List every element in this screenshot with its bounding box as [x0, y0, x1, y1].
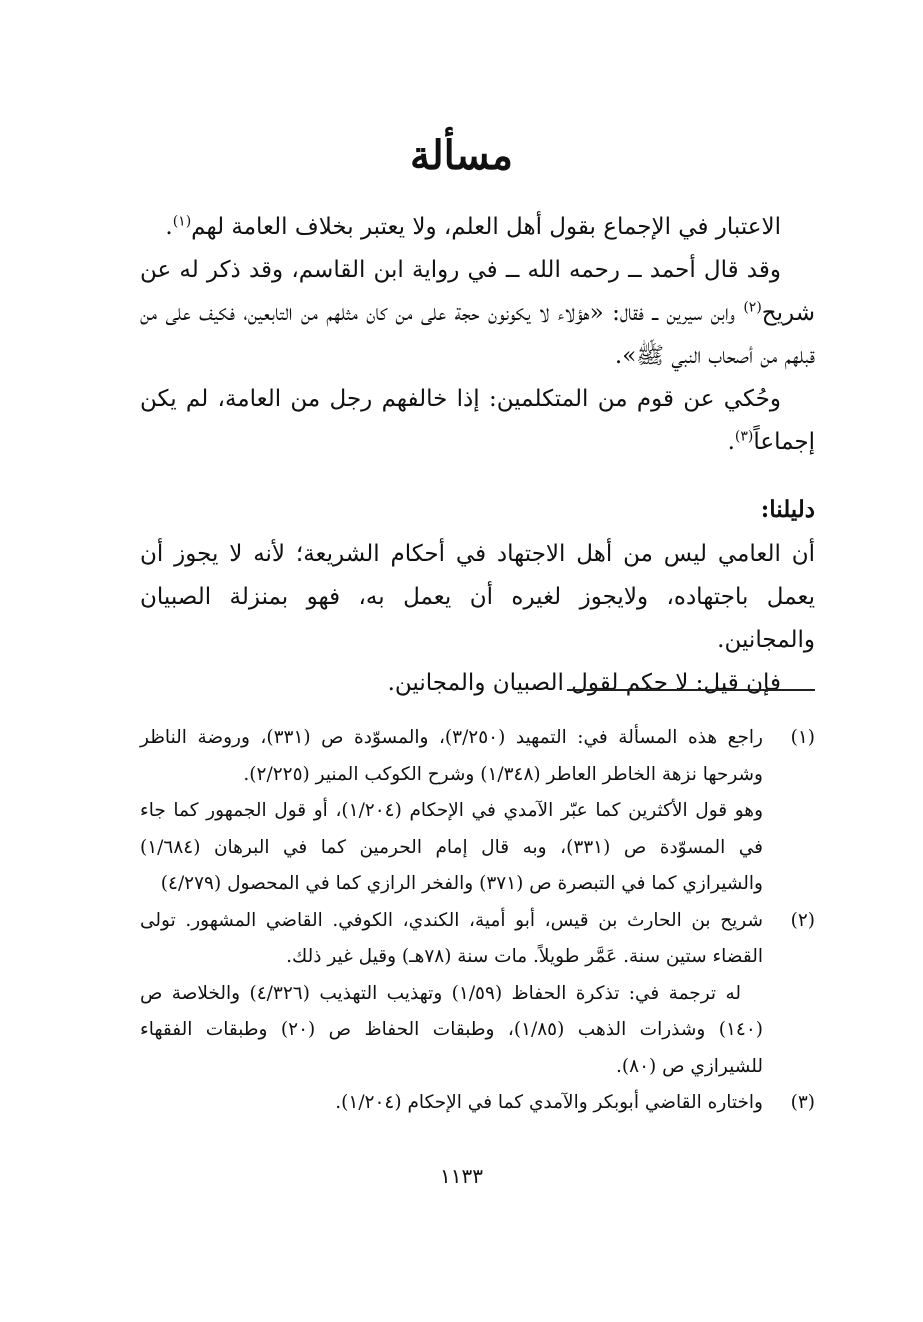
footnote-text: واختاره القاضي أبوبكر والآمدي كما في الإحكام (١/٢٠٤). — [335, 1092, 763, 1113]
footnote-3 — [140, 1085, 815, 1122]
footnote-text: له ترجمة في: تذكرة الحفاظ (١/٥٩) وتهذيب التهذيب (٤/٣٢٦) والخلاصة ص (١٤٠) وشذرات الذهب (١/٨٥)، وطبقات الحفاظ ص (٢٠) وطبقات الفقهاء للشيرازي ص (٨٠). — [140, 982, 763, 1077]
evidence-heading: دليلنا: — [760, 496, 815, 523]
page-number: ١١٣٣ — [440, 1164, 483, 1188]
footnote-number: (٣) — [790, 1092, 815, 1113]
paragraph-2: وقد قال أحمد ــ رحمه الله ــ في رواية ابن القاسم، وقد ذكر له عن شريح$^{(٢)}$ وابن سيرين ــ فقال: «هؤلاء لا يكونون حجة على من كان مثلهم من التابعين، فكيف على من قبلهم من أصحاب النبي ﷺ». — [140, 257, 815, 369]
footnote-2 — [140, 903, 815, 1086]
paragraph-4: أن العامي ليس من أهل الاجتهاد في أحكام الشريعة؛ لأنه لا يجوز أن يعمل باجتهاده، ولايجوز لغيره أن يعمل به، فهو بمنزلة الصبيان والمجانين. — [140, 541, 815, 653]
paragraph-5: فإن قيل: لا حكم لقول الصبيان والمجانين. — [387, 670, 781, 696]
footnote-1 — [140, 720, 815, 903]
paragraph-3: وحُكي عن قوم من المتكلمين: إذا خالفهم رجل من العامة، لم يكن إجماعاً$^{(٣)}$. — [140, 386, 815, 455]
footnote-text: راجع هذه المسألة في: التمهيد (٣/٢٥٠)، والمسوّدة ص (٣٣١)، وروضة الناظر وشرحها نزهة الخاطر العاطر (١/٣٤٨) وشرح الكوكب المنير (٢/٢٢٥). — [140, 727, 763, 785]
footnote-separator — [567, 689, 815, 691]
paragraph-1: الاعتبار في الإجماع بقول أهل العلم، ولا يعتبر بخلاف العامة لهم$^{(١)}$. — [165, 213, 781, 240]
footnote-ref-2: (٢) — [743, 299, 762, 316]
footnote-ref-1: (١) — [172, 213, 192, 230]
footnotes — [140, 720, 815, 1122]
section-title: مسألة — [410, 132, 513, 179]
footnote-number: (١) — [790, 727, 815, 748]
footnote-text: وهو قول الأكثرين كما عبّر الآمدي في الإحكام (١/٢٠٤)، أو قول الجمهور كما جاء في المسوّدة ص (٣٣١)، وبه قال إمام الحرمين كما في البرهان (١/٦٨٤) والشيرازي كما في التبصرة ص (٣٧١) والفخر الرازي كما في المحصول (٤/٢٧٩) — [140, 800, 764, 894]
footnote-number: (٢) — [790, 909, 815, 931]
footnote-ref-3: (٣) — [734, 428, 754, 445]
footnote-text: شريح بن الحارث بن قيس، أبو أمية، الكندي، الكوفي. القاضي المشهور. تولى القضاء ستين سنة. عَمَّر طويلاً. مات سنة (٧٨هـ) وقيل غير ذلك. — [140, 909, 763, 967]
main-text — [140, 206, 815, 705]
